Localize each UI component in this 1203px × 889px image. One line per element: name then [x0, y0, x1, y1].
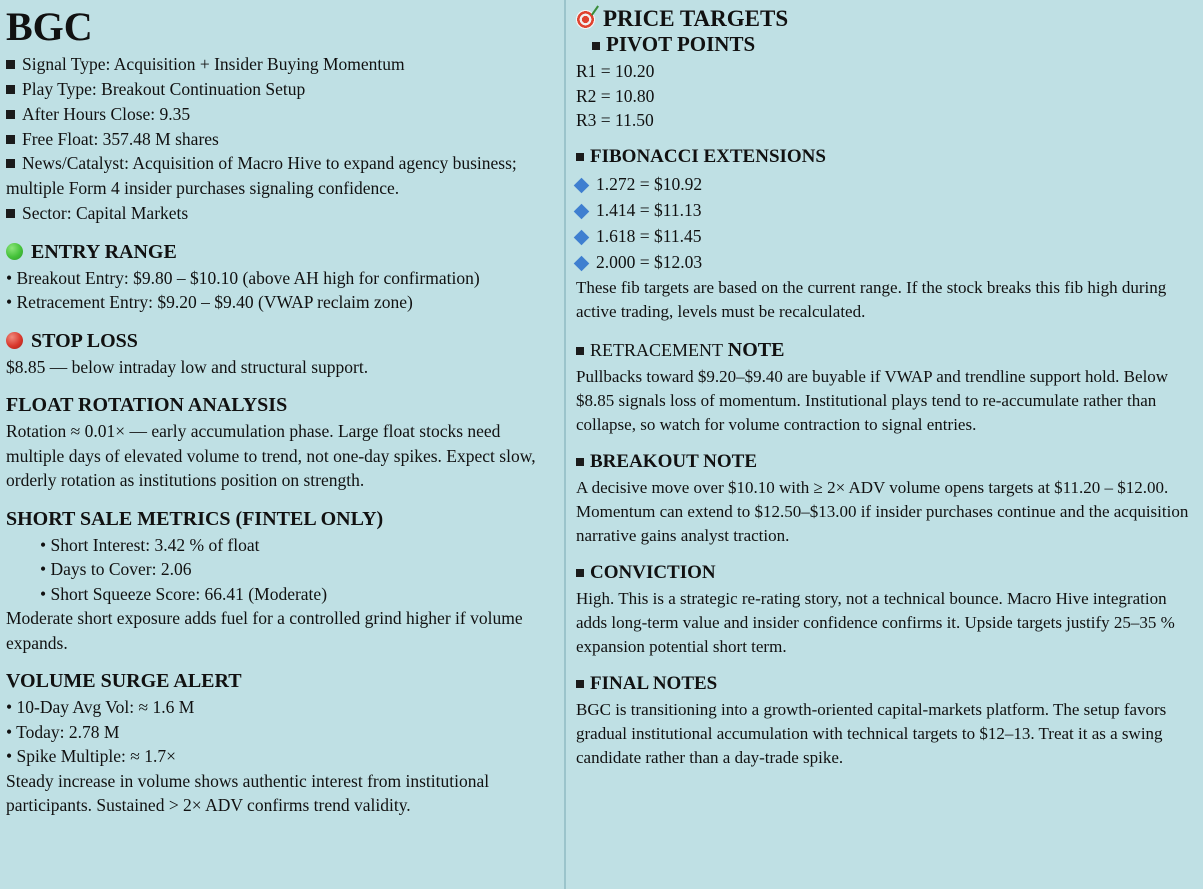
stop-loss-heading [6, 329, 554, 353]
fib-value: 1.414 = $11.13 [596, 199, 702, 220]
square-bullet-icon [576, 347, 584, 355]
entry-breakout-line: • Breakout Entry: $9.80 – $10.10 (above AH high for confirmation) [6, 267, 480, 288]
final-notes-title: FINAL NOTES [590, 673, 718, 695]
stop-loss-text: $8.85 — below intraday low and structural support. [6, 356, 369, 377]
square-bullet-icon [592, 42, 600, 50]
price-targets-title: PRICE TARGETS [603, 6, 789, 31]
square-bullet-icon [6, 135, 15, 144]
fact-text: After Hours Close: 9.35 [22, 103, 191, 124]
conviction-text: High. This is a strategic re-rating story, not a technical bounce. Macro Hive integration adds long-term value and insider confidence confirms it. Upside targets justify 25–35 % expansion potential short term. [576, 589, 1175, 657]
square-bullet-icon [6, 159, 15, 168]
diamond-bullet-icon [574, 230, 590, 246]
right-column [566, 0, 1203, 889]
retracement-note-word: NOTE [727, 338, 785, 361]
square-bullet-icon [6, 110, 15, 119]
volume-item: • Today: 2.78 M [6, 721, 120, 742]
diamond-bullet-icon [574, 204, 590, 220]
price-targets-heading [576, 6, 1193, 31]
retracement-text: Pullbacks toward $9.20–$9.40 are buyable if VWAP and trendline support hold. Below $8.85 signals loss of momentum. Institutional plays tend to re-accumulate rather than collapse, so watch for volume contraction to signal entries. [576, 366, 1169, 434]
float-rotation-text: Rotation ≈ 0.01× — early accumulation phase. Large float stocks need multiple days of elevated volume to trend, not one-day spikes. Expect slow, orderly rotation as institutions position on strength. [6, 421, 536, 491]
short-sale-item: • Days to Cover: 2.06 [40, 559, 192, 580]
fib-value: 2.000 = $12.03 [596, 252, 703, 273]
conviction-heading [576, 562, 1193, 585]
fact-line [6, 77, 554, 102]
fact-text: Signal Type: Acquisition + Insider Buying Momentum [22, 54, 405, 74]
volume-item: • Spike Multiple: ≈ 1.7× [6, 746, 176, 767]
fib-item [576, 249, 1193, 275]
pivot-value: R2 = 10.80 [576, 85, 655, 106]
final-notes-text: BGC is transitioning into a growth-oriented capital-markets platform. The setup favors gradual institutional accumulation with technical targets to $12–13. Treat it as a swing candidate rather than a day-trade spike. [576, 700, 1167, 768]
fact-text: Play Type: Breakout Continuation Setup [22, 78, 306, 99]
pivot-points-heading [576, 33, 1193, 56]
square-bullet-icon [6, 60, 15, 69]
square-bullet-icon [576, 680, 584, 688]
volume-note: Steady increase in volume shows authentic interest from institutional participants. Sustained > 2× ADV confirms trend validity. [6, 770, 490, 816]
retracement-note-heading [576, 338, 1193, 363]
fib-item [576, 223, 1193, 249]
fact-line [6, 52, 554, 77]
pivot-points-title: PIVOT POINTS [606, 32, 756, 57]
breakout-note-heading [576, 451, 1193, 474]
fib-note: These fib targets are based on the current range. If the stock breaks this fib high during active trading, levels must be recalculated. [576, 277, 1167, 321]
entry-range-title: ENTRY RANGE [31, 240, 177, 263]
diamond-bullet-icon [574, 256, 590, 272]
float-rotation-title: FLOAT ROTATION ANALYSIS [6, 394, 288, 417]
fact-text: News/Catalyst: Acquisition of Macro Hive to expand agency business; multiple Form 4 insider purchases signaling confidence. [6, 153, 517, 199]
red-circle-icon [6, 332, 23, 349]
retracement-title: RETRACEMENT [590, 339, 723, 360]
square-bullet-icon [6, 85, 15, 94]
fact-line [6, 127, 554, 152]
volume-surge-title: VOLUME SURGE ALERT [6, 670, 242, 693]
breakout-note-title: BREAKOUT NOTE [590, 451, 757, 473]
entry-range-heading [6, 240, 554, 264]
breakout-text: A decisive move over $10.10 with ≥ 2× ADV volume opens targets at $11.20 – $12.00. Momentum can extend to $12.50–$13.00 if insider purchases continue and the acquisition narrative gains analyst traction. [576, 477, 1189, 546]
square-bullet-icon [576, 569, 584, 577]
fib-value: 1.272 = $10.92 [596, 173, 703, 194]
fact-line [6, 102, 554, 127]
stop-loss-title: STOP LOSS [31, 329, 138, 352]
square-bullet-icon [6, 209, 15, 218]
final-notes-heading [576, 673, 1193, 696]
conviction-title: CONVICTION [590, 562, 716, 584]
fact-line [6, 151, 554, 201]
fact-line [6, 201, 554, 226]
square-bullet-icon [576, 458, 584, 466]
square-bullet-icon [576, 153, 584, 161]
entry-retracement-line: • Retracement Entry: $9.20 – $9.40 (VWAP reclaim zone) [6, 292, 413, 313]
target-icon [576, 10, 595, 29]
short-sale-note: Moderate short exposure adds fuel for a controlled grind higher if volume expands. [6, 608, 523, 653]
fact-text: Free Float: 357.48 M shares [22, 128, 219, 149]
short-sale-item: • Short Interest: 3.42 % of float [40, 534, 260, 555]
short-sale-item: • Short Squeeze Score: 66.41 (Moderate) [40, 583, 328, 604]
left-column [0, 0, 566, 889]
pivot-value: R3 = 11.50 [576, 109, 654, 130]
fib-item [576, 171, 1193, 197]
fibonacci-title: FIBONACCI EXTENSIONS [590, 145, 826, 167]
fact-text: Sector: Capital Markets [22, 203, 189, 224]
pivot-value: R1 = 10.20 [576, 61, 655, 82]
fib-item [576, 197, 1193, 223]
diamond-bullet-icon [574, 177, 590, 193]
short-sale-title: SHORT SALE METRICS (FINTEL ONLY) [6, 507, 384, 530]
ticker-symbol: BGC [6, 4, 93, 49]
fibonacci-heading [576, 146, 1193, 169]
volume-item: • 10-Day Avg Vol: ≈ 1.6 M [6, 697, 195, 718]
fib-value: 1.618 = $11.45 [596, 226, 702, 247]
green-circle-icon [6, 243, 23, 260]
